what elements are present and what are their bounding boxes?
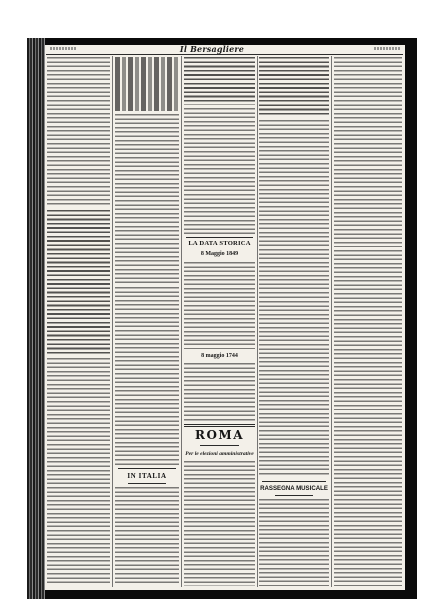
column-2-text (115, 287, 179, 465)
column-5-text (334, 413, 402, 586)
scan-frame-right (405, 38, 417, 599)
roma-rule-top (184, 426, 255, 427)
column-rule (257, 56, 258, 587)
masthead-title: Il Bersagliere (179, 44, 245, 54)
column-5-text (334, 250, 402, 410)
column-1-text (47, 210, 110, 355)
data-storica-heading: LA DATA STORICA (188, 240, 251, 247)
column-3-text (184, 57, 255, 105)
masthead-right-text (374, 47, 400, 50)
column-4-text (259, 301, 329, 477)
column-4-text (259, 499, 329, 586)
column-3-text (184, 363, 255, 421)
column-4-text (259, 57, 329, 117)
in-italia-heading: IN ITALIA (127, 472, 167, 480)
column-2-text (115, 487, 179, 586)
column-1-text (47, 358, 110, 586)
column-3-text (184, 108, 255, 234)
column-2-text (115, 114, 179, 284)
roma-rule-bottom (200, 445, 239, 446)
rassegna-rule-bottom (275, 495, 313, 496)
in-italia-rule-top (118, 468, 176, 469)
rassegna-musicale-heading: RASSEGNA MUSICALE (260, 485, 328, 492)
column-rule (112, 56, 113, 587)
rassegna-rule-top (262, 481, 326, 482)
column-3-text (184, 461, 255, 586)
column-3-text (184, 262, 255, 349)
column-1-text (47, 57, 110, 207)
roma-heading: ROMA (194, 429, 245, 442)
column-5-text (334, 57, 402, 247)
in-italia-rule-bottom (128, 483, 166, 484)
masthead-left-text (50, 47, 76, 50)
column-4-text (259, 120, 329, 298)
book-binding (27, 38, 45, 599)
data-storica-rule-top (186, 237, 253, 238)
roma-rule-top (184, 424, 255, 425)
column-rule (181, 56, 182, 587)
roma-subheading: Per le elezioni amministrative (185, 451, 254, 457)
data-storica-date-first: 8 Maggio 1849 (200, 251, 239, 257)
column-2-bleed-through (115, 57, 179, 111)
scan-frame-bottom (27, 590, 417, 599)
column-rule (331, 56, 332, 587)
data-storica-date-second: 8 maggio 1744 (201, 353, 238, 359)
masthead-rule (46, 54, 403, 55)
